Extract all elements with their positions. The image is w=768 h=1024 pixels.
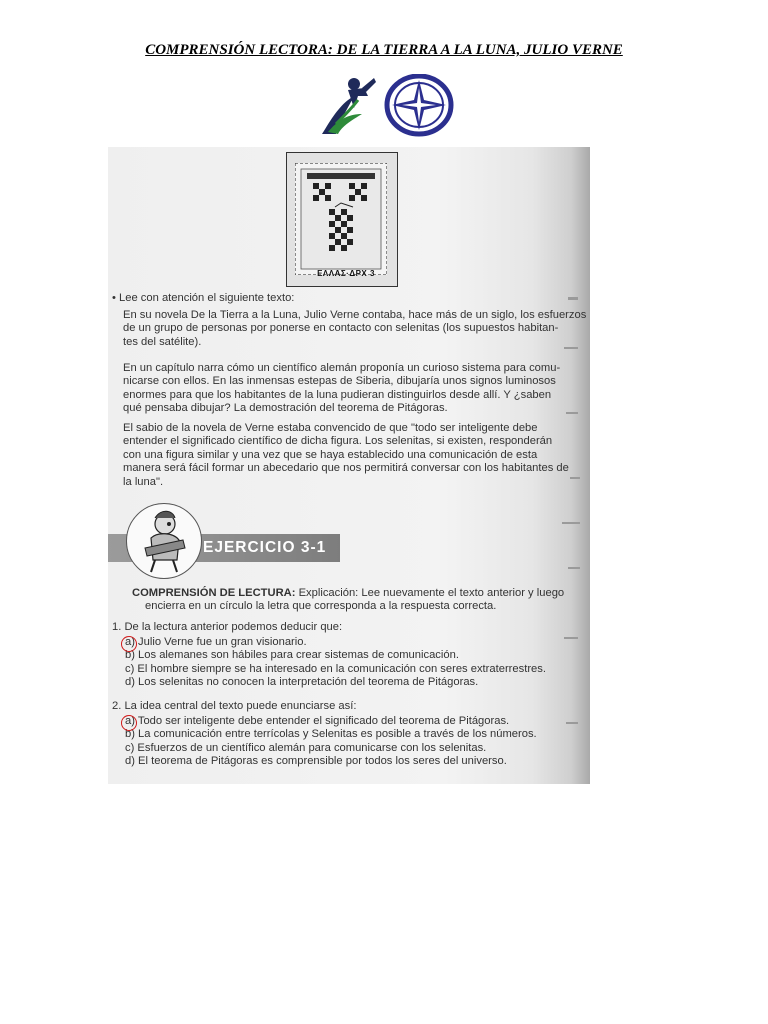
school-logos	[318, 74, 454, 138]
paragraph-2: En un capítulo narra cómo un científico alemán proponía un curioso sistema para comu- nicarse con ellos. En las inmensas estepas de Siberia, dibujaría unos signos luminosos enormes para que los habitantes de la luna pudieran distinguirlos desde allí. Y ¿saben qué pensaba dibujar? La demostración del teorema de Pitágoras.	[123, 362, 561, 415]
option-a[interactable]: a) Todo ser inteligente debe entender el significado del teorema de Pitágoras.	[125, 715, 510, 728]
stamp-image	[286, 152, 398, 287]
page-edge-shadow	[554, 147, 584, 784]
stamp-country-label: ΕΛΛΑΣ·ΔΡΧ 3	[317, 269, 375, 278]
option-b[interactable]: b) La comunicación entre terrícolas y Selenitas es posible a través de los números.	[125, 728, 537, 741]
paragraph-3: El sabio de la novela de Verne estaba convencido de que "todo ser inteligente debe entender el significado científico de dicha figura. Los selenitas, si existen, responderán con una figura similar y una vez que se haya establecido una comunicación de esta manera será fácil formar un abecedario que nos permitirá conversar con los habitantes de la luna".	[123, 422, 569, 488]
pythagoras-stamp-icon	[295, 163, 387, 275]
runner-logo-icon	[322, 78, 376, 134]
reading-intro: • Lee con atención el siguiente texto:	[112, 292, 295, 304]
question-prompt: 1. De la lectura anterior podemos deducir que:	[112, 621, 343, 633]
cross-emblem-icon	[387, 76, 451, 134]
mascot-frame	[126, 503, 202, 579]
question-prompt: 2. La idea central del texto puede enunciarse así:	[112, 700, 357, 712]
question-2	[112, 700, 537, 768]
page-title: COMPRENSIÓN LECTORA: DE LA TIERRA A LA LUNA, JULIO VERNE	[145, 42, 623, 58]
option-b[interactable]: b) Los alemanes son hábiles para crear sistemas de comunicación.	[125, 649, 459, 662]
exercise-instructions: COMPRENSIÓN DE LECTURA: Explicación: Lee nuevamente el texto anterior y luego encierra en un círculo la letra que corresponda a la respuesta correcta.	[132, 587, 565, 613]
answer-circle-mark	[121, 715, 137, 731]
option-d[interactable]: d) Los selenitas no conocen la interpretación del teorema de Pitágoras.	[125, 675, 479, 688]
option-d[interactable]: d) El teorema de Pitágoras es comprensible por todos los seres del universo.	[125, 754, 507, 767]
answer-circle-mark	[121, 636, 137, 652]
exercise-label: EJERCICIO 3-1	[203, 539, 327, 556]
question-1	[112, 621, 546, 689]
paragraph-1: En su novela De la Tierra a la Luna, Julio Verne contaba, hace más de un siglo, los esfuerzos de un grupo de personas por ponerse en contacto con selenitas (los supuestos habitan- tes del satélite).	[123, 309, 587, 348]
option-c[interactable]: c) Esfuerzos de un científico alemán para comunicarse con los selenitas.	[125, 741, 487, 754]
option-c[interactable]: c) El hombre siempre se ha interesado en la comunicación con seres extraterrestres.	[125, 662, 546, 675]
option-a[interactable]: a) Julio Verne fue un gran visionario.	[125, 636, 307, 649]
scanned-page	[108, 147, 590, 784]
mascot-icon	[127, 504, 201, 578]
